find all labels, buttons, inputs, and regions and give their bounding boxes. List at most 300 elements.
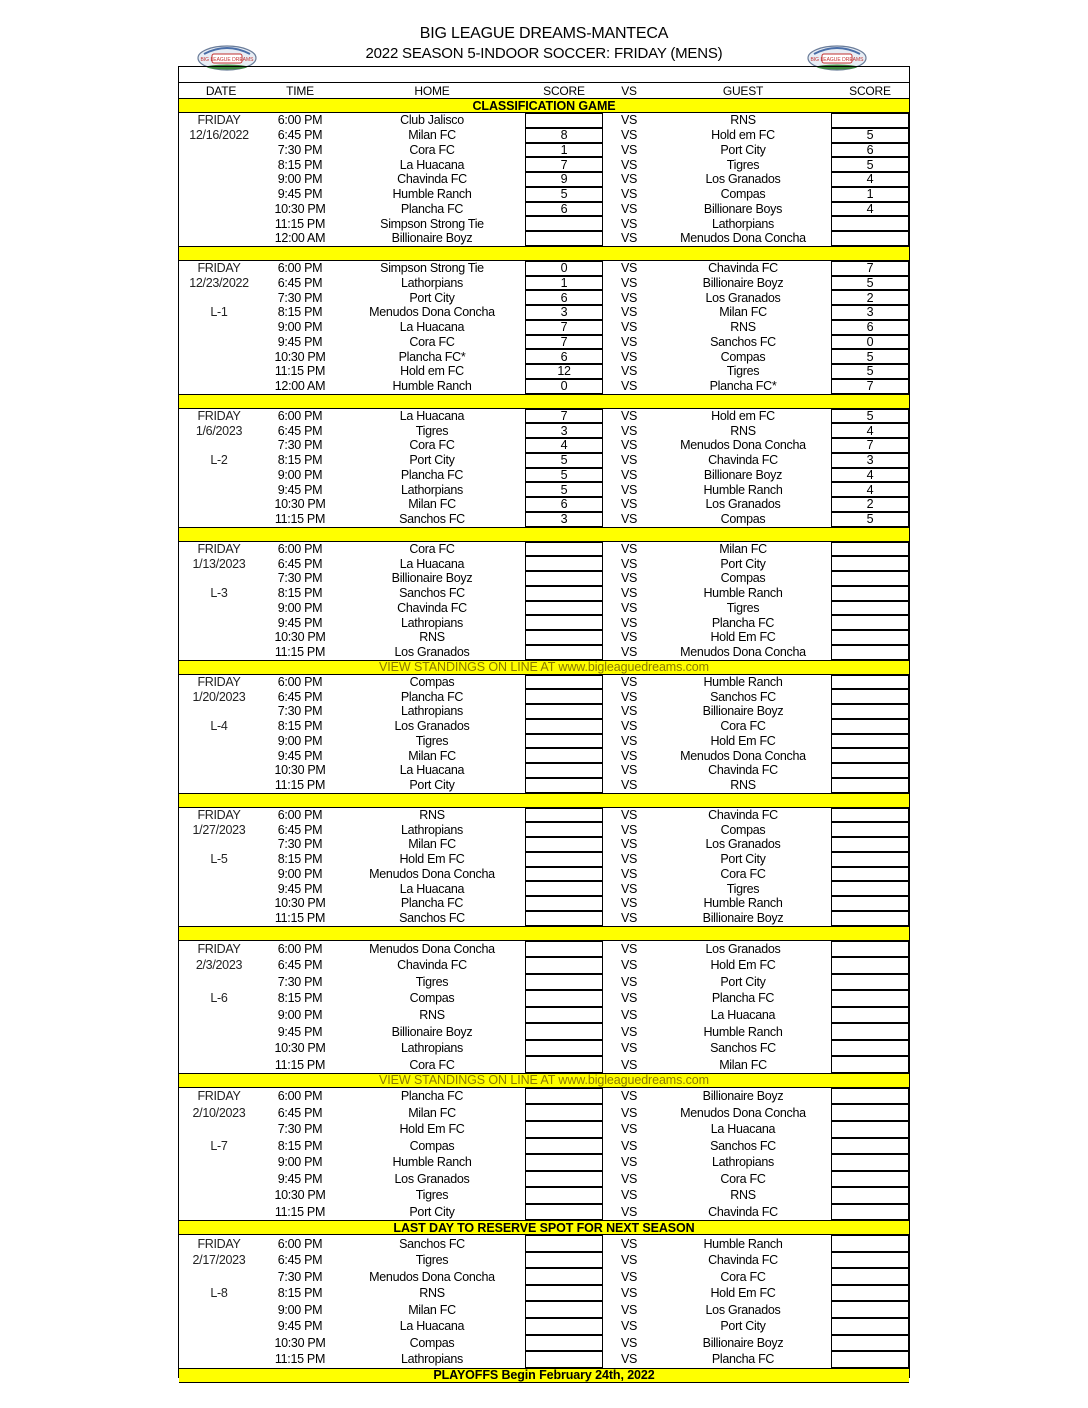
home-score-box bbox=[525, 1235, 603, 1252]
vs-label: VS bbox=[620, 600, 638, 615]
guest-score-box bbox=[831, 974, 909, 991]
game-date: FRIDAY bbox=[197, 807, 241, 822]
vs-label: VS bbox=[620, 157, 638, 172]
game-date bbox=[179, 157, 259, 172]
game-row bbox=[179, 290, 909, 305]
home-score-box bbox=[525, 216, 603, 231]
game-time: 9:45 PM bbox=[277, 1171, 323, 1186]
home-score-box bbox=[525, 1204, 603, 1221]
guest-score-box bbox=[831, 571, 909, 586]
guest-team: Los Granados bbox=[705, 837, 781, 852]
guest-team: Lathorpians bbox=[711, 216, 775, 231]
game-time: 10:30 PM bbox=[274, 349, 326, 364]
home-team: Compas bbox=[409, 674, 455, 689]
home-score-box bbox=[525, 1318, 603, 1335]
game-time: 7:30 PM bbox=[277, 837, 323, 852]
vs-label: VS bbox=[620, 1335, 638, 1350]
game-row bbox=[179, 128, 909, 143]
vs-label: VS bbox=[620, 512, 638, 527]
vs-label: VS bbox=[620, 991, 638, 1006]
home-team: Tigres bbox=[415, 1188, 449, 1203]
vs-label: VS bbox=[620, 586, 638, 601]
guest-team: Billionaire Boyz bbox=[702, 1335, 784, 1350]
guest-team: Cora FC bbox=[720, 719, 766, 734]
home-team: Port City bbox=[409, 778, 455, 793]
home-team: RNS bbox=[419, 1007, 445, 1022]
standings-banner: VIEW STANDINGS ON LINE AT www.bigleaguedreams.com bbox=[179, 660, 909, 675]
game-row bbox=[179, 1268, 909, 1285]
vs-label: VS bbox=[620, 1089, 638, 1104]
col-guest: GUEST bbox=[722, 84, 764, 98]
game-row bbox=[179, 1088, 909, 1105]
vs-label: VS bbox=[620, 674, 638, 689]
game-row bbox=[179, 1285, 909, 1302]
col-home-score: SCORE bbox=[543, 84, 585, 98]
vs-label: VS bbox=[620, 231, 638, 246]
game-row bbox=[179, 957, 909, 974]
game-date: 2/17/2023 bbox=[192, 1253, 246, 1268]
home-team: Hold Em FC bbox=[399, 852, 465, 867]
guest-score-box: 5 bbox=[831, 349, 909, 364]
game-time: 8:15 PM bbox=[277, 991, 323, 1006]
home-team: Menudos Dona Concha bbox=[369, 1269, 495, 1284]
home-team: Menudos Dona Concha bbox=[369, 941, 495, 956]
game-row bbox=[179, 896, 909, 911]
home-team: Sanchos FC bbox=[399, 586, 465, 601]
col-guest-score: SCORE bbox=[849, 84, 891, 98]
game-row bbox=[179, 1154, 909, 1171]
guest-team: Milan FC bbox=[719, 541, 767, 556]
game-time: 6:45 PM bbox=[277, 689, 323, 704]
game-row bbox=[179, 852, 909, 867]
home-score-box bbox=[525, 556, 603, 571]
guest-score-box bbox=[831, 615, 909, 630]
home-score-box bbox=[525, 1285, 603, 1302]
vs-label: VS bbox=[620, 974, 638, 989]
game-row bbox=[179, 216, 909, 231]
guest-team: Cora FC bbox=[720, 866, 766, 881]
vs-label: VS bbox=[620, 822, 638, 837]
guest-team: Port City bbox=[720, 142, 766, 157]
guest-score-box: 5 bbox=[831, 512, 909, 527]
game-time: 11:15 PM bbox=[274, 1352, 326, 1367]
guest-score-box bbox=[831, 556, 909, 571]
game-time: 6:45 PM bbox=[277, 958, 323, 973]
vs-label: VS bbox=[620, 1057, 638, 1072]
game-date: 1/13/2023 bbox=[192, 556, 246, 571]
game-row bbox=[179, 630, 909, 645]
guest-score-box bbox=[831, 704, 909, 719]
home-team: Plancha FC* bbox=[398, 349, 466, 364]
home-score-box bbox=[525, 113, 603, 128]
game-time: 11:15 PM bbox=[274, 778, 326, 793]
home-score-box bbox=[525, 957, 603, 974]
col-date: DATE bbox=[205, 84, 237, 98]
game-row bbox=[179, 586, 909, 601]
game-time: 9:45 PM bbox=[277, 1319, 323, 1334]
guest-team: Billionare Boys bbox=[703, 201, 783, 216]
game-time: 12:00 AM bbox=[274, 231, 326, 246]
home-score-box bbox=[525, 1351, 603, 1368]
home-team: Compas bbox=[409, 991, 455, 1006]
home-score-box bbox=[525, 867, 603, 882]
game-row bbox=[179, 261, 909, 276]
guest-team: RNS bbox=[730, 778, 756, 793]
game-row bbox=[179, 276, 909, 291]
game-time: 11:15 PM bbox=[274, 911, 326, 926]
vs-label: VS bbox=[620, 142, 638, 157]
guest-team: Los Granados bbox=[705, 1302, 781, 1317]
home-score-box bbox=[525, 1040, 603, 1057]
game-date bbox=[179, 172, 259, 187]
vs-label: VS bbox=[620, 423, 638, 438]
game-date bbox=[179, 320, 259, 335]
game-date bbox=[179, 601, 259, 616]
guest-score-box: 4 bbox=[831, 172, 909, 187]
game-date bbox=[179, 734, 259, 749]
home-score-box bbox=[525, 778, 603, 793]
guest-score-box bbox=[831, 1104, 909, 1121]
vs-label: VS bbox=[620, 1188, 638, 1203]
game-row bbox=[179, 113, 909, 128]
home-team: Plancha FC bbox=[400, 896, 464, 911]
game-row bbox=[179, 1187, 909, 1204]
home-score-box: 0 bbox=[525, 379, 603, 394]
home-score-box: 0 bbox=[525, 261, 603, 276]
col-time: TIME bbox=[286, 84, 314, 98]
guest-team: Port City bbox=[720, 974, 766, 989]
guest-score-box bbox=[831, 586, 909, 601]
home-score-box bbox=[525, 808, 603, 823]
game-time: 10:30 PM bbox=[274, 896, 326, 911]
game-time: 7:30 PM bbox=[277, 290, 323, 305]
guest-team: Hold Em FC bbox=[710, 1286, 776, 1301]
game-row bbox=[179, 1007, 909, 1024]
game-date: 1/20/2023 bbox=[192, 689, 246, 704]
home-score-box bbox=[525, 719, 603, 734]
game-time: 6:00 PM bbox=[277, 261, 323, 276]
home-team: RNS bbox=[419, 807, 445, 822]
guest-team: Menudos Dona Concha bbox=[680, 438, 806, 453]
game-row bbox=[179, 423, 909, 438]
game-row bbox=[179, 675, 909, 690]
guest-team: Humble Ranch bbox=[703, 674, 783, 689]
game-time: 10:30 PM bbox=[274, 1188, 326, 1203]
home-team: Cora FC bbox=[409, 541, 455, 556]
game-row bbox=[179, 1235, 909, 1252]
home-team: Humble Ranch bbox=[392, 379, 472, 394]
game-row bbox=[179, 881, 909, 896]
game-row bbox=[179, 1121, 909, 1138]
game-row bbox=[179, 778, 909, 793]
vs-label: VS bbox=[620, 1286, 638, 1301]
guest-team: Los Granados bbox=[705, 290, 781, 305]
game-time: 9:45 PM bbox=[277, 1024, 323, 1039]
game-date: 2/3/2023 bbox=[195, 958, 243, 973]
guest-team: Chavinda FC bbox=[708, 763, 778, 778]
game-time: 12:00 AM bbox=[274, 379, 326, 394]
guest-team: Compas bbox=[720, 571, 766, 586]
game-date bbox=[179, 571, 259, 586]
home-team: Port City bbox=[409, 290, 455, 305]
game-time: 6:00 PM bbox=[277, 408, 323, 423]
game-date bbox=[179, 438, 259, 453]
home-team: La Huacana bbox=[399, 763, 465, 778]
game-row bbox=[179, 143, 909, 158]
home-score-box bbox=[525, 837, 603, 852]
home-score-box: 5 bbox=[525, 453, 603, 468]
schedule-body bbox=[179, 98, 909, 1383]
game-row bbox=[179, 615, 909, 630]
home-score-box bbox=[525, 1138, 603, 1155]
vs-label: VS bbox=[620, 778, 638, 793]
home-score-box: 6 bbox=[525, 349, 603, 364]
vs-label: VS bbox=[620, 408, 638, 423]
guest-score-box: 5 bbox=[831, 276, 909, 291]
guest-score-box: 3 bbox=[831, 453, 909, 468]
home-score-box: 5 bbox=[525, 187, 603, 202]
guest-score-box: 3 bbox=[831, 305, 909, 320]
home-team: Chavinda FC bbox=[397, 958, 467, 973]
home-team: Lathorpians bbox=[400, 482, 464, 497]
vs-label: VS bbox=[620, 1007, 638, 1022]
home-score-box bbox=[525, 941, 603, 958]
page-title: BIG LEAGUE DREAMS-MANTECA bbox=[419, 25, 669, 42]
game-row bbox=[179, 1318, 909, 1335]
home-score-box: 8 bbox=[525, 128, 603, 143]
vs-label: VS bbox=[620, 704, 638, 719]
game-time: 6:45 PM bbox=[277, 128, 323, 143]
guest-team: Milan FC bbox=[719, 1057, 767, 1072]
vs-label: VS bbox=[620, 941, 638, 956]
vs-label: VS bbox=[620, 364, 638, 379]
game-date bbox=[179, 867, 259, 882]
guest-score-box bbox=[831, 896, 909, 911]
game-date bbox=[179, 1301, 259, 1318]
game-time: 6:45 PM bbox=[277, 556, 323, 571]
game-row bbox=[179, 719, 909, 734]
game-date: 1/27/2023 bbox=[192, 822, 246, 837]
home-team: Plancha FC bbox=[400, 201, 464, 216]
home-score-box bbox=[525, 1171, 603, 1188]
guest-score-box bbox=[831, 1007, 909, 1024]
game-time: 9:45 PM bbox=[277, 187, 323, 202]
guest-team: Compas bbox=[720, 349, 766, 364]
game-date: L-5 bbox=[210, 852, 228, 867]
home-team: Lathropians bbox=[400, 1352, 464, 1367]
home-score-box bbox=[525, 1301, 603, 1318]
game-date: FRIDAY bbox=[197, 541, 241, 556]
logo-lettering: BIG LEAGUE DREAMS bbox=[200, 57, 254, 63]
guest-score-box bbox=[831, 837, 909, 852]
guest-team: Billionaire Boyz bbox=[702, 704, 784, 719]
game-time: 11:15 PM bbox=[274, 1204, 326, 1219]
game-time: 8:15 PM bbox=[277, 1138, 323, 1153]
vs-label: VS bbox=[620, 689, 638, 704]
home-score-box: 6 bbox=[525, 290, 603, 305]
game-time: 9:45 PM bbox=[277, 334, 323, 349]
home-team: Sanchos FC bbox=[399, 1236, 465, 1251]
home-score-box bbox=[525, 645, 603, 660]
game-date: 2/10/2023 bbox=[192, 1105, 246, 1120]
home-score-box bbox=[525, 822, 603, 837]
home-team: Club Jalisco bbox=[400, 113, 464, 128]
home-score-box bbox=[525, 1268, 603, 1285]
vs-label: VS bbox=[620, 1105, 638, 1120]
guest-team: Hold Em FC bbox=[710, 733, 776, 748]
guest-score-box bbox=[831, 1171, 909, 1188]
game-row bbox=[179, 364, 909, 379]
guest-score-box: 6 bbox=[831, 320, 909, 335]
game-row bbox=[179, 1104, 909, 1121]
home-team: Lathropians bbox=[400, 822, 464, 837]
home-score-box bbox=[525, 1121, 603, 1138]
guest-team: Port City bbox=[720, 852, 766, 867]
vs-label: VS bbox=[620, 453, 638, 468]
vs-label: VS bbox=[620, 852, 638, 867]
guest-team: Chavinda FC bbox=[708, 1253, 778, 1268]
home-score-box: 9 bbox=[525, 172, 603, 187]
page-header bbox=[0, 0, 1088, 66]
game-time: 9:00 PM bbox=[277, 1007, 323, 1022]
game-time: 7:30 PM bbox=[277, 438, 323, 453]
guest-team: Billionaire Boyz bbox=[702, 275, 784, 290]
guest-team: Tigres bbox=[726, 364, 760, 379]
home-score-box bbox=[525, 1104, 603, 1121]
guest-team: Port City bbox=[720, 1319, 766, 1334]
home-team: Milan FC bbox=[408, 1302, 456, 1317]
game-time: 6:00 PM bbox=[277, 674, 323, 689]
vs-label: VS bbox=[620, 172, 638, 187]
guest-score-box: 5 bbox=[831, 157, 909, 172]
home-score-box: 6 bbox=[525, 202, 603, 217]
guest-team: Plancha FC bbox=[711, 1352, 775, 1367]
home-team: La Huacana bbox=[399, 157, 465, 172]
vs-label: VS bbox=[620, 1171, 638, 1186]
game-time: 6:45 PM bbox=[277, 1105, 323, 1120]
guest-score-box bbox=[831, 852, 909, 867]
guest-team: La Huacana bbox=[710, 1007, 776, 1022]
guest-score-box: 0 bbox=[831, 335, 909, 350]
guest-score-box bbox=[831, 216, 909, 231]
guest-score-box bbox=[831, 675, 909, 690]
guest-team: Cora FC bbox=[720, 1171, 766, 1186]
vs-label: VS bbox=[620, 719, 638, 734]
guest-score-box bbox=[831, 867, 909, 882]
game-time: 6:00 PM bbox=[277, 113, 323, 128]
home-team: Cora FC bbox=[409, 142, 455, 157]
home-score-box bbox=[525, 601, 603, 616]
section-band: PLAYOFFS Begin February 24th, 2022 bbox=[179, 1368, 909, 1383]
guest-score-box bbox=[831, 990, 909, 1007]
game-date bbox=[179, 704, 259, 719]
game-row bbox=[179, 1056, 909, 1073]
vs-label: VS bbox=[620, 290, 638, 305]
guest-score-box: 7 bbox=[831, 379, 909, 394]
guest-team: Menudos Dona Concha bbox=[680, 645, 806, 660]
home-score-box bbox=[525, 1187, 603, 1204]
guest-team: Sanchos FC bbox=[710, 334, 776, 349]
guest-team: Sanchos FC bbox=[710, 689, 776, 704]
home-team: Port City bbox=[409, 1204, 455, 1219]
game-time: 6:00 PM bbox=[277, 807, 323, 822]
game-row bbox=[179, 1252, 909, 1269]
vs-label: VS bbox=[620, 1352, 638, 1367]
guest-score-box: 7 bbox=[831, 261, 909, 276]
game-date: L-3 bbox=[210, 586, 228, 601]
guest-team: Los Granados bbox=[705, 172, 781, 187]
guest-team: Tigres bbox=[726, 157, 760, 172]
section-band: CLASSIFICATION GAME bbox=[179, 98, 909, 113]
game-date: L-8 bbox=[210, 1286, 228, 1301]
game-time: 9:00 PM bbox=[277, 1155, 323, 1170]
home-score-box bbox=[525, 571, 603, 586]
home-team: RNS bbox=[419, 630, 445, 645]
game-row bbox=[179, 1023, 909, 1040]
vs-label: VS bbox=[620, 320, 638, 335]
game-date: L-7 bbox=[210, 1138, 228, 1153]
guest-score-box bbox=[831, 601, 909, 616]
game-time: 6:45 PM bbox=[277, 423, 323, 438]
home-score-box bbox=[525, 881, 603, 896]
game-time: 9:00 PM bbox=[277, 866, 323, 881]
game-time: 9:00 PM bbox=[277, 600, 323, 615]
game-time: 11:15 PM bbox=[274, 645, 326, 660]
home-score-box bbox=[525, 689, 603, 704]
home-score-box bbox=[525, 896, 603, 911]
guest-team: Chavinda FC bbox=[708, 453, 778, 468]
guest-team: Los Granados bbox=[705, 497, 781, 512]
home-team: Sanchos FC bbox=[399, 512, 465, 527]
vs-label: VS bbox=[620, 216, 638, 231]
guest-team: Cora FC bbox=[720, 1269, 766, 1284]
guest-team: Menudos Dona Concha bbox=[680, 231, 806, 246]
game-row bbox=[179, 409, 909, 424]
guest-score-box bbox=[831, 1187, 909, 1204]
home-score-box: 3 bbox=[525, 305, 603, 320]
guest-score-box: 2 bbox=[831, 290, 909, 305]
game-row bbox=[179, 453, 909, 468]
game-row bbox=[179, 556, 909, 571]
guest-score-box bbox=[831, 808, 909, 823]
home-score-box bbox=[525, 911, 603, 926]
guest-score-box bbox=[831, 1235, 909, 1252]
game-date: 12/23/2022 bbox=[189, 275, 249, 290]
game-date bbox=[179, 143, 259, 158]
home-score-box: 6 bbox=[525, 497, 603, 512]
game-row bbox=[179, 974, 909, 991]
home-team: Hold Em FC bbox=[399, 1122, 465, 1137]
guest-score-box: 5 bbox=[831, 364, 909, 379]
col-home: HOME bbox=[414, 84, 450, 98]
section-band bbox=[179, 246, 909, 261]
game-date: L-4 bbox=[210, 719, 228, 734]
vs-label: VS bbox=[620, 807, 638, 822]
guest-team: Humble Ranch bbox=[703, 1236, 783, 1251]
game-row bbox=[179, 468, 909, 483]
guest-score-box bbox=[831, 734, 909, 749]
game-time: 9:45 PM bbox=[277, 748, 323, 763]
game-date bbox=[179, 1121, 259, 1138]
guest-team: La Huacana bbox=[710, 1122, 776, 1137]
guest-team: Billionaire Boyz bbox=[702, 1089, 784, 1104]
guest-score-box bbox=[831, 957, 909, 974]
guest-score-box bbox=[831, 542, 909, 557]
section-band bbox=[179, 527, 909, 542]
game-row bbox=[179, 438, 909, 453]
guest-score-box: 6 bbox=[831, 143, 909, 158]
game-time: 11:15 PM bbox=[274, 512, 326, 527]
